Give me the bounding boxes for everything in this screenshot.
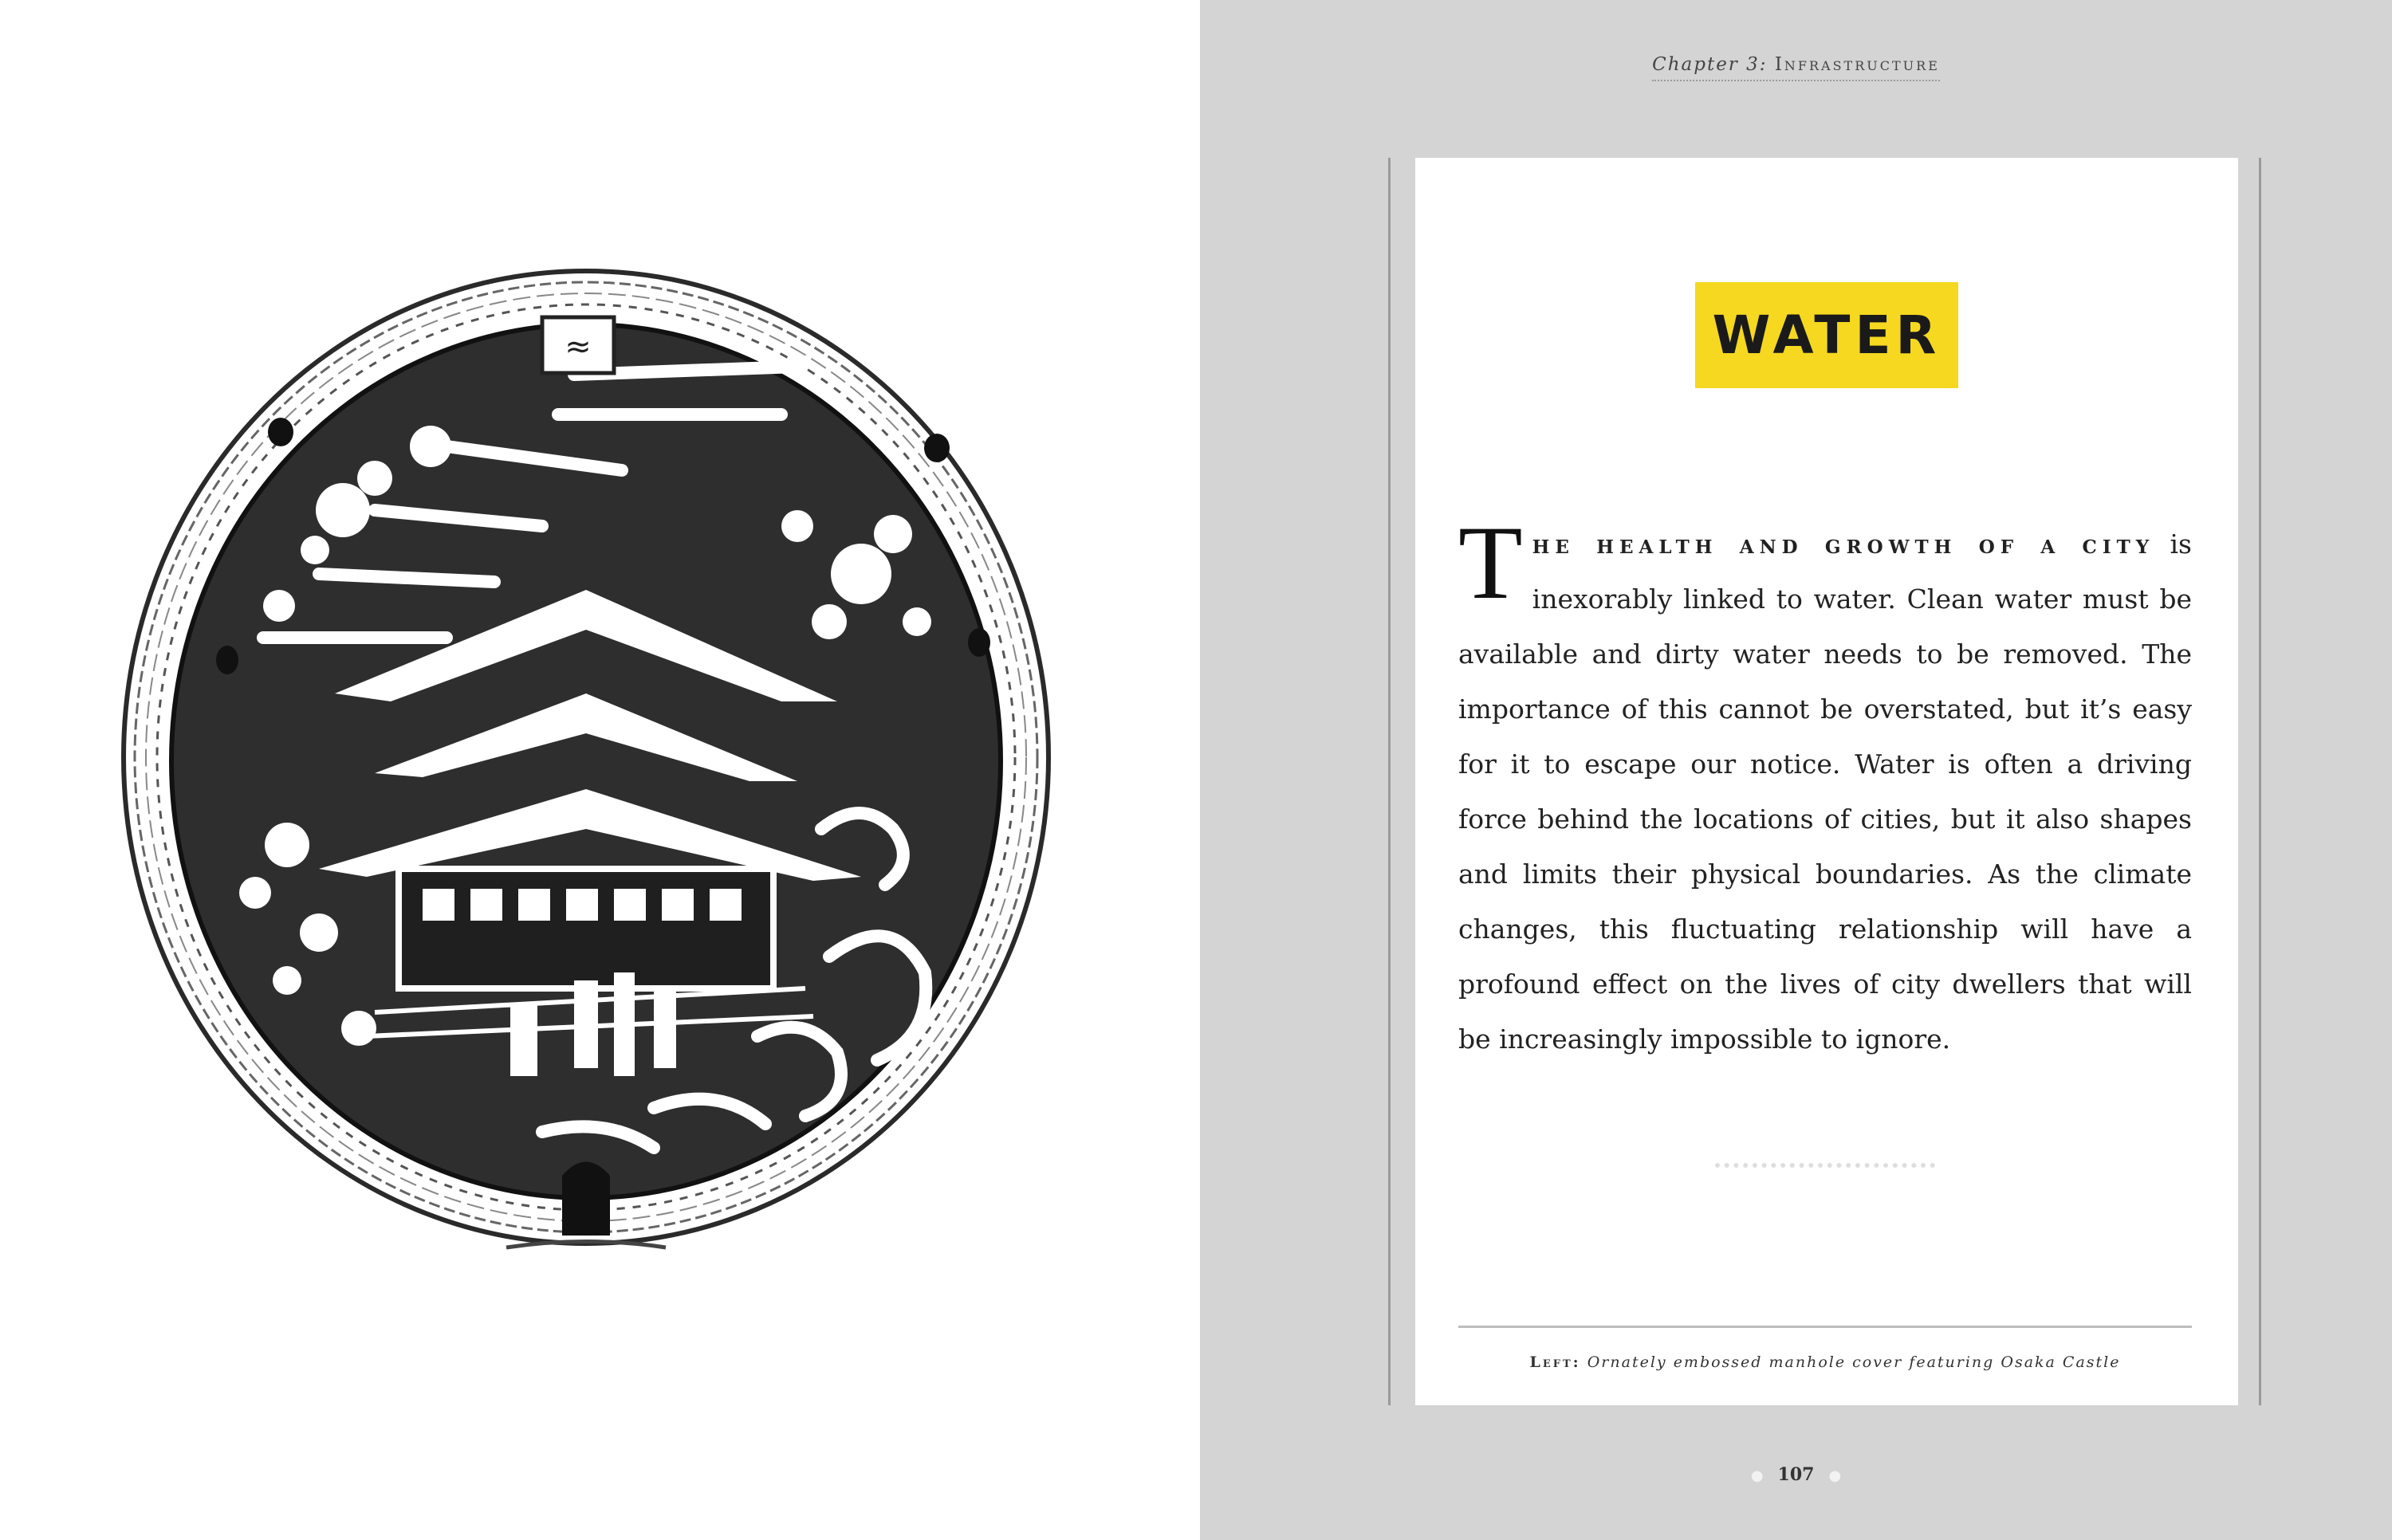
body-paragraph: [1458, 504, 2192, 1067]
caption-text: Ornately embossed manhole cover featuring Osaka Castle: [1587, 1353, 2121, 1371]
caption-divider: [1458, 1326, 2192, 1328]
folio-dot-left: ●: [1750, 1467, 1764, 1484]
section-title: WATER: [1712, 304, 1942, 366]
right-page: [1200, 0, 2392, 1540]
caption-label: Left:: [1529, 1353, 1581, 1371]
card-frame-right-rule: [2259, 158, 2261, 1405]
page-footer: [1200, 1464, 2392, 1485]
running-head-section: Infrastructure: [1774, 54, 1940, 75]
card-frame-left-rule: [1388, 158, 1391, 1405]
running-head-text: [1652, 54, 1940, 81]
running-head-chapter: Chapter 3:: [1652, 54, 1768, 75]
folio-dot-right: ●: [1828, 1467, 1842, 1484]
dotted-ornament-divider: [1715, 1163, 1935, 1168]
figure-caption: [1458, 1353, 2192, 1371]
page-number: 107: [1777, 1464, 1815, 1485]
title-highlight-box: [1695, 282, 1958, 388]
lead-in-text: he health and growth of a city: [1532, 528, 2155, 560]
body-text: is inexorably linked to water. Clean water must be available and dirty water needs to be removed. The importance of this cannot be overstated, but it’s easy for it to escape our notice. Water is often a driving force behind the locations of cities, but it also shapes and limits their physical boundaries. As the climate changes, this fluctuating relationship will have a profound effect on the lives of city dwellers that will be increasingly impossible to ignore.: [1458, 528, 2192, 1055]
running-head: [1200, 54, 2392, 81]
content-card: [1415, 158, 2238, 1405]
svg-text:≈: ≈: [565, 328, 592, 365]
drop-cap: T: [1458, 504, 1523, 621]
